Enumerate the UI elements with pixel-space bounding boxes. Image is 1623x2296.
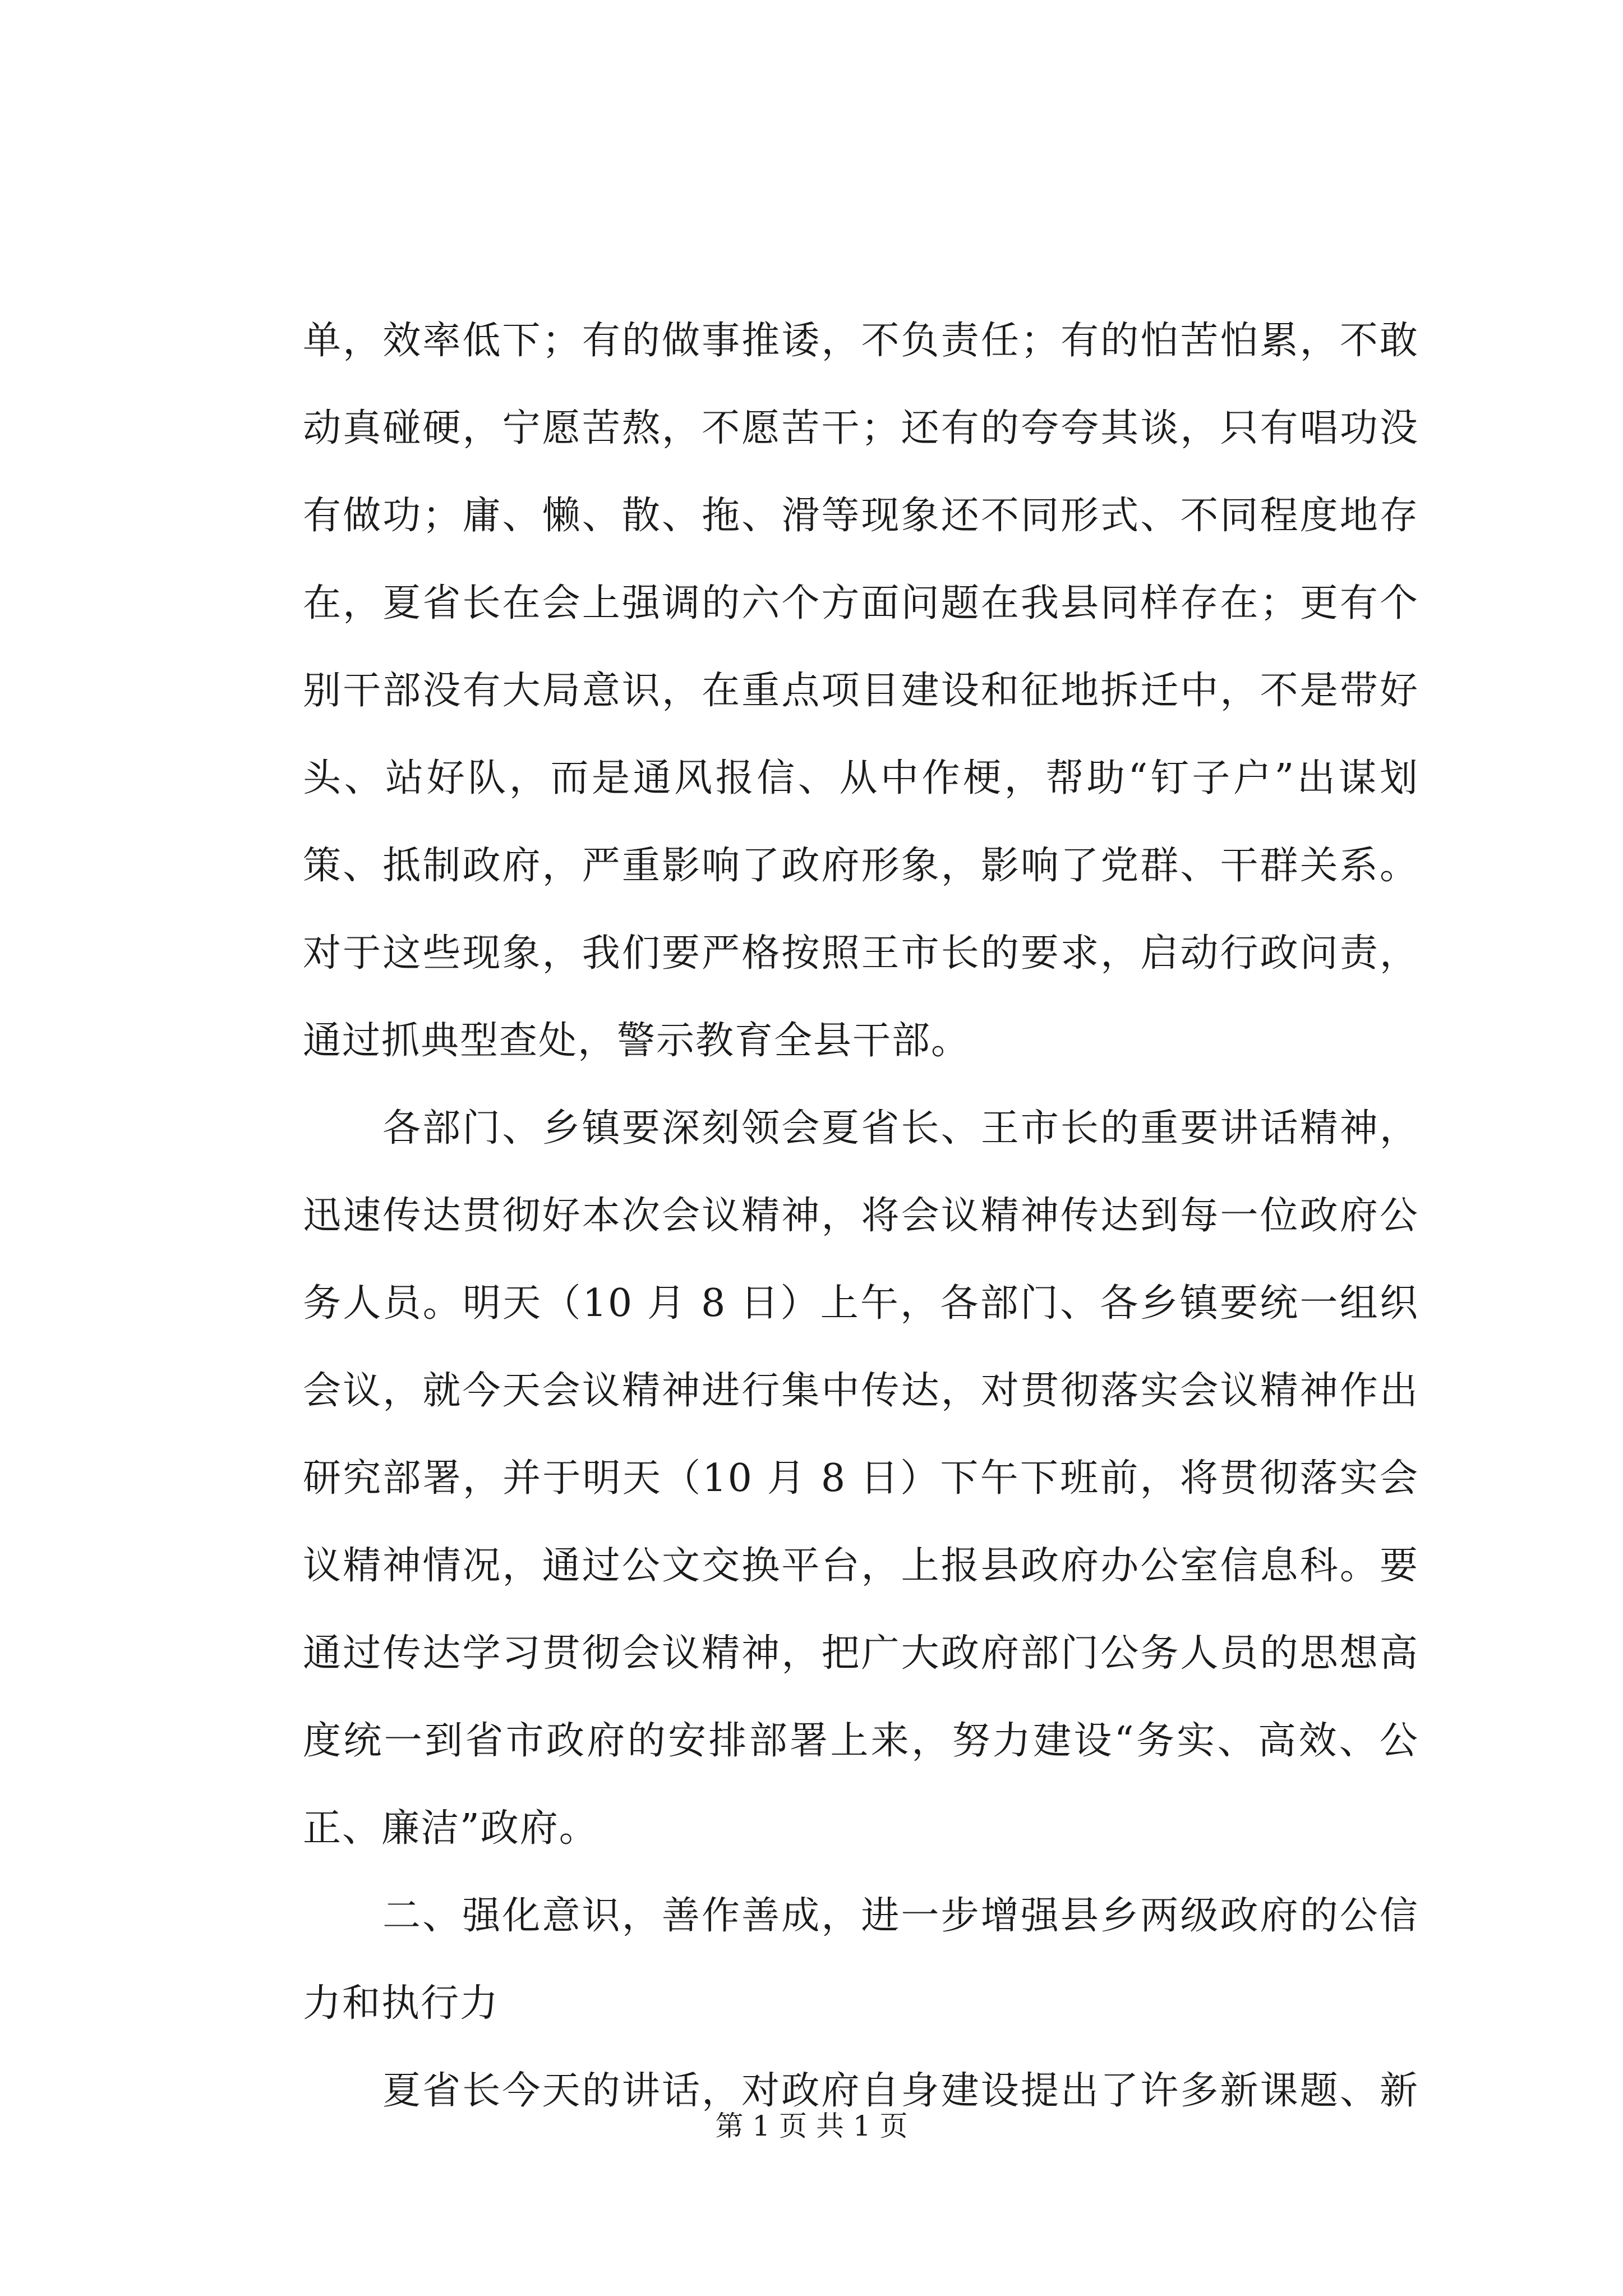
text-line: 别干部没有大局意识，在重点项目建设和征地拆迁中，不是带好 xyxy=(303,669,1419,713)
paragraph-first-line: 各部门、乡镇要深刻领会夏省长、王市长的重要讲话精神， xyxy=(382,1106,1419,1151)
text-line: 对于这些现象，我们要严格按照王市长的要求，启动行政问责， xyxy=(303,931,1419,976)
text-line: 头、站好队，而是通风报信、从中作梗，帮助“钉子户”出谋划 xyxy=(303,756,1419,800)
section-heading: 二、强化意识，善作善成，进一步增强县乡两级政府的公信 xyxy=(382,1894,1419,1938)
text-line: 会议，就今天会议精神进行集中传达，对贯彻落实会议精神作出 xyxy=(303,1369,1419,1413)
text-line: 度统一到省市政府的安排部署上来，努力建设“务实、高效、公 xyxy=(303,1719,1419,1763)
section-heading-continued: 力和执行力 xyxy=(303,1981,500,2026)
text-line: 通过传达学习贯彻会议精神，把广大政府部门公务人员的思想高 xyxy=(303,1631,1419,1676)
text-line: 议精神情况，通过公文交换平台，上报县政府办公室信息科。要 xyxy=(303,1544,1419,1588)
text-line: 研究部署，并于明天（10 月 8 日）下午下班前，将贯彻落实会 xyxy=(303,1456,1419,1501)
text-line: 迅速传达贯彻好本次会议精神，将会议精神传达到每一位政府公 xyxy=(303,1194,1419,1238)
page-footer: 第 1 页 共 1 页 xyxy=(715,2110,908,2142)
text-line: 单，效率低下；有的做事推诿，不负责任；有的怕苦怕累，不敢 xyxy=(303,319,1419,363)
document-body xyxy=(303,297,1419,2135)
text-line: 务人员。明天（10 月 8 日）上午，各部门、各乡镇要统一组织 xyxy=(303,1281,1419,1326)
text-line: 正、廉洁”政府。 xyxy=(303,1806,598,1851)
text-line: 动真碰硬，宁愿苦熬，不愿苦干；还有的夸夸其谈，只有唱功没 xyxy=(303,406,1419,450)
text-line: 有做功；庸、懒、散、拖、滑等现象还不同形式、不同程度地存 xyxy=(303,494,1419,538)
paragraph-first-line: 夏省长今天的讲话，对政府自身建设提出了许多新课题、新 xyxy=(382,2069,1419,2113)
text-line: 策、抵制政府，严重影响了政府形象，影响了党群、干群关系。 xyxy=(303,844,1419,888)
text-line: 在，夏省长在会上强调的六个方面问题在我县同样存在；更有个 xyxy=(303,581,1419,625)
text-line: 通过抓典型查处，警示教育全县干部。 xyxy=(303,1019,971,1063)
